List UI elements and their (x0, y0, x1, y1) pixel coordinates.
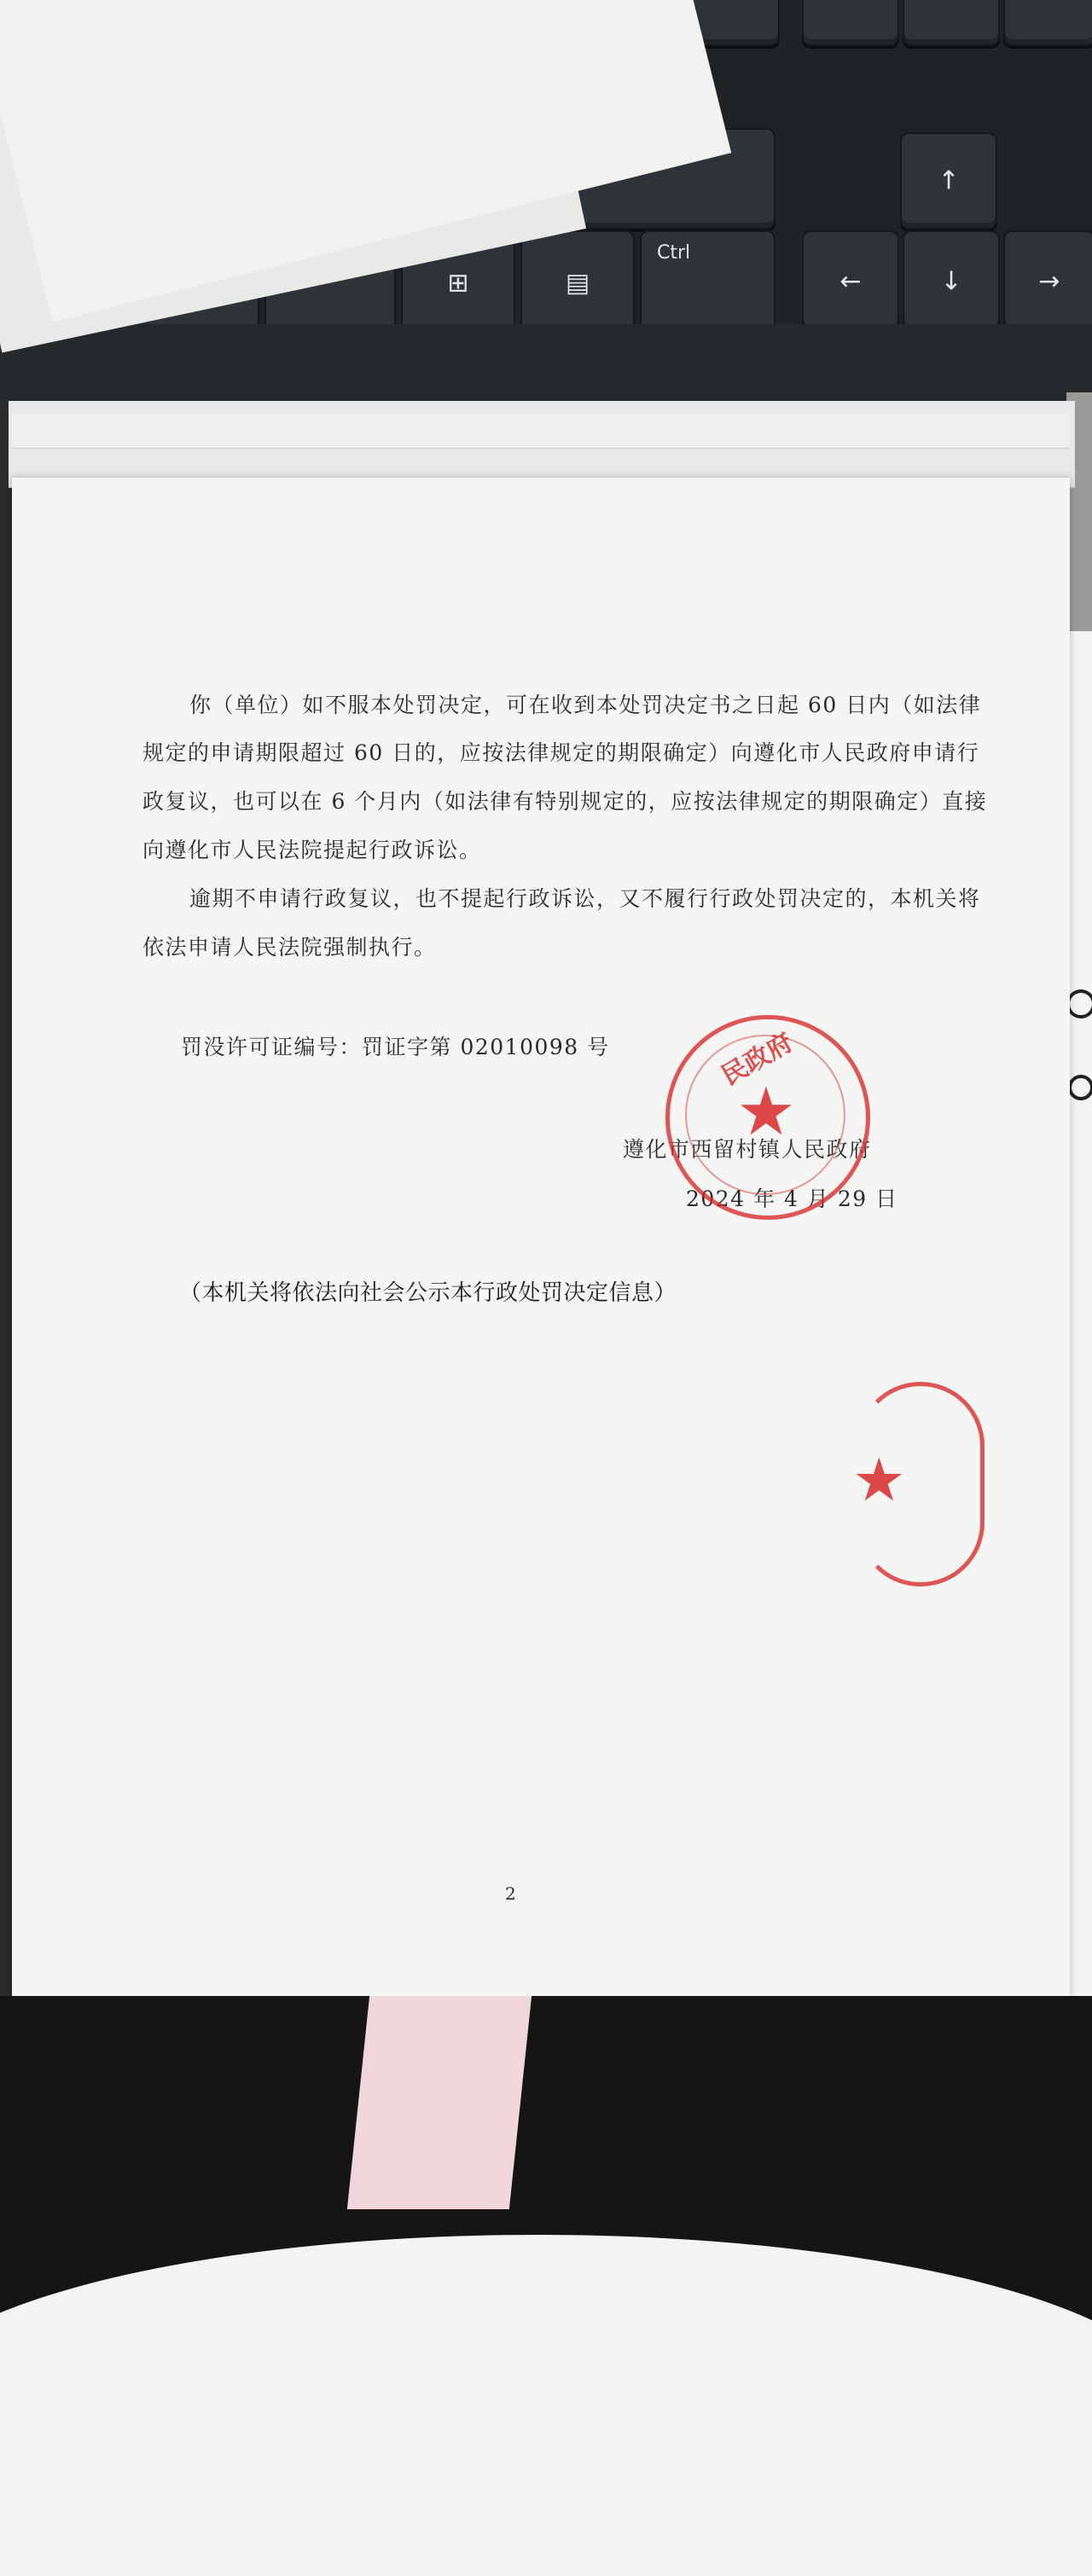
arrow-left-icon: ← (839, 266, 862, 296)
arrow-up-key (900, 132, 997, 229)
pink-object (347, 1996, 531, 2209)
arrow-down-icon: ↓ (940, 266, 962, 296)
issuer-name: 遵化市西留村镇人民政府 (623, 1137, 872, 1162)
paragraph-line: 你（单位）如不服本处罚决定，可在收到本处罚决定书之日起 60 日内（如法律 (189, 693, 982, 717)
paragraph-line: 政复议，也可以在 6 个月内（如法律有特别规定的，应按法律规定的期限确定）直接 (142, 789, 988, 814)
public-notice: （本机关将依法向社会公示本行政处罚决定信息） (179, 1280, 677, 1306)
star-icon: ★ (736, 1074, 796, 1151)
paper-stack-edge (12, 414, 1070, 449)
document-page (12, 478, 1070, 1996)
paragraph-line: 向遵化市人民法院提起行政诉讼。 (142, 838, 482, 862)
arrow-up-icon: ↑ (938, 165, 960, 196)
ctrl-key (640, 230, 775, 336)
seal-lettering: 民政府 (717, 1027, 799, 1092)
paragraph-line: 依法申请人民法院强制执行。 (142, 935, 437, 960)
menu-icon: ▤ (565, 268, 590, 299)
paragraph-line: 规定的申请期限超过 60 日的，应按法律规定的期限确定）向遵化市人民政府申请行 (142, 740, 980, 765)
white-cloth (0, 2235, 1092, 2576)
arrow-left-key (802, 230, 899, 332)
keyboard-frame (0, 324, 1092, 401)
menu-key (520, 230, 635, 336)
ctrl-key-label: Ctrl (657, 242, 691, 264)
arrow-down-key (903, 230, 1000, 332)
paragraph-line: 逾期不申请行政复议，也不提起行政诉讼，又不履行行政处罚决定的，本机关将 (189, 886, 981, 911)
arrow-right-icon: → (1038, 266, 1060, 296)
official-seal (665, 1015, 870, 1220)
arrow-right-key (1003, 230, 1092, 332)
permit-number: 罚没许可证编号：罚证字第 02010098 号 (181, 1035, 610, 1059)
issue-date: 2024 年 4 月 29 日 (686, 1186, 898, 1211)
key (903, 0, 1000, 46)
star-icon: ★ (852, 1445, 906, 1515)
page-number: 2 (505, 1883, 518, 1904)
key (1003, 0, 1092, 46)
partial-seal (852, 1382, 985, 1587)
key (802, 0, 899, 46)
windows-logo-icon: ⊞ (447, 268, 469, 299)
